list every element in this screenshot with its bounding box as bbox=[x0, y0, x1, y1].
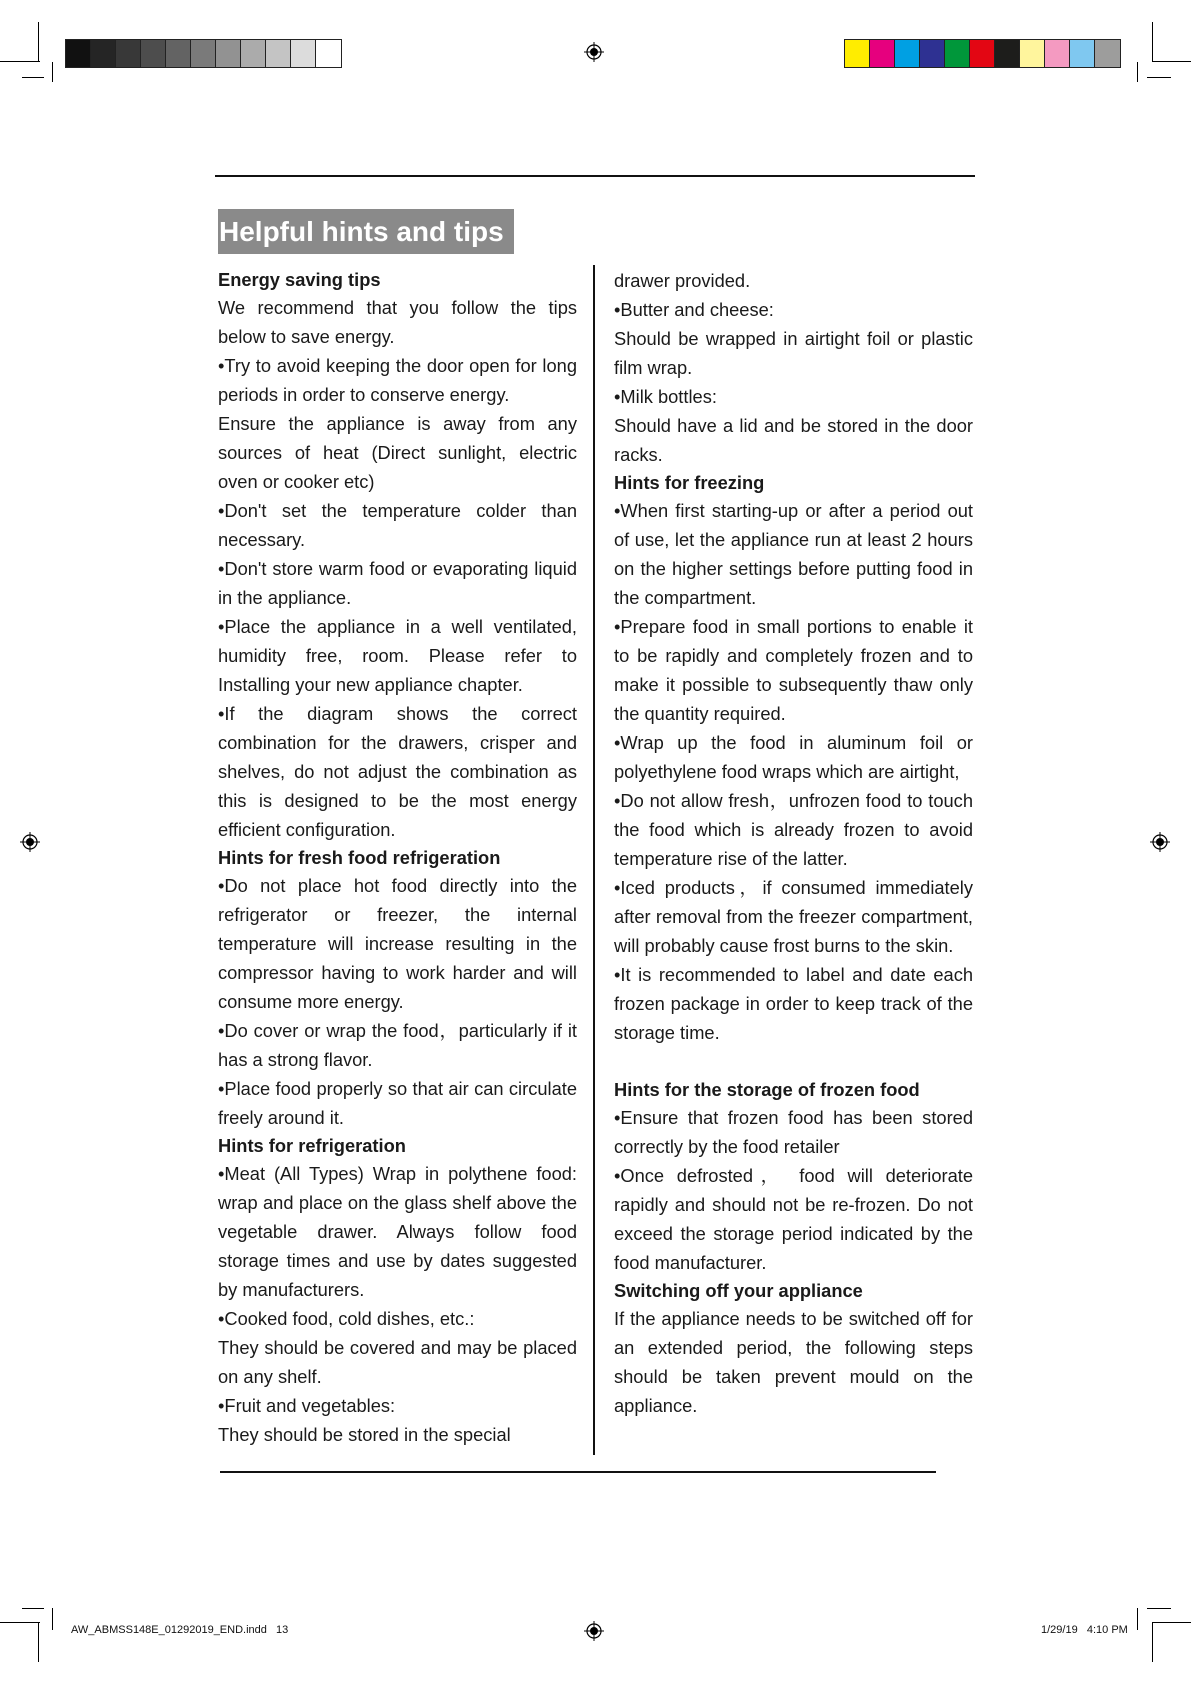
crop-mark bbox=[1152, 1622, 1191, 1623]
paragraph: •Cooked food, cold dishes, etc.: bbox=[218, 1308, 475, 1329]
paragraph: •Meat (All Types) Wrap in polythene food: wrap and place on the glass shelf above the vegetable drawer. Always follow food storage times and use by dates suggested by manufacturers. bbox=[218, 1163, 577, 1300]
paragraph: •Don't set the temperature colder than necessary. bbox=[218, 500, 577, 550]
crop-mark bbox=[38, 1622, 39, 1662]
color-swatch bbox=[141, 40, 166, 67]
color-swatch bbox=[1095, 40, 1120, 67]
color-swatch bbox=[845, 40, 870, 67]
paragraph: drawer provided. bbox=[614, 270, 751, 291]
crop-mark bbox=[38, 22, 39, 62]
registration-mark-icon bbox=[584, 1621, 604, 1641]
color-swatch bbox=[166, 40, 191, 67]
crop-mark bbox=[22, 1608, 44, 1609]
crop-mark bbox=[22, 77, 44, 78]
color-swatch bbox=[1070, 40, 1095, 67]
paragraph: •Do cover or wrap the food，particularly if it has a strong flavor. bbox=[218, 1020, 577, 1070]
footer-rule bbox=[220, 1471, 936, 1473]
paragraph: •Butter and cheese: bbox=[614, 299, 774, 320]
paragraph: We recommend that you follow the tips below to save energy. bbox=[218, 297, 577, 347]
paragraph: •Milk bottles: bbox=[614, 386, 717, 407]
paragraph: •If the diagram shows the correct combination for the drawers, crisper and shelves, do not adjust the combination as this is designed to be the most energy efficient configuration. bbox=[218, 703, 577, 840]
crop-mark bbox=[0, 61, 40, 62]
page-title: Helpful hints and tips bbox=[218, 209, 514, 254]
paragraph: They should be stored in the special bbox=[218, 1424, 511, 1445]
process-color-bar bbox=[844, 39, 1121, 68]
color-swatch bbox=[870, 40, 895, 67]
column-divider bbox=[593, 265, 595, 1455]
section-heading: Hints for fresh food refrigeration bbox=[218, 847, 501, 868]
crop-mark bbox=[52, 1608, 53, 1630]
color-swatch bbox=[895, 40, 920, 67]
paragraph: •Place food properly so that air can circulate freely around it. bbox=[218, 1078, 577, 1128]
paragraph: •Fruit and vegetables: bbox=[218, 1395, 396, 1416]
crop-mark bbox=[1152, 61, 1191, 62]
crop-mark bbox=[1147, 77, 1171, 78]
paragraph: Should be wrapped in airtight foil or plastic film wrap. bbox=[614, 328, 973, 378]
color-swatch bbox=[945, 40, 970, 67]
color-swatch bbox=[970, 40, 995, 67]
color-swatch bbox=[216, 40, 241, 67]
section-heading: Hints for the storage of frozen food bbox=[614, 1079, 920, 1100]
crop-mark bbox=[0, 1622, 40, 1623]
section-heading: Hints for refrigeration bbox=[218, 1135, 406, 1156]
color-swatch bbox=[1020, 40, 1045, 67]
crop-mark bbox=[1137, 62, 1138, 82]
color-swatch bbox=[191, 40, 216, 67]
paragraph: •Once defrosted， food will deteriorate rapidly and should not be re-frozen. Do not exceed the storage period indicated by the food manufacturer. bbox=[614, 1165, 973, 1273]
right-column bbox=[614, 266, 973, 1420]
crop-mark bbox=[1147, 1608, 1171, 1609]
crop-mark bbox=[1137, 1608, 1138, 1630]
crop-mark bbox=[1152, 22, 1153, 62]
paragraph: •Try to avoid keeping the door open for long periods in order to conserve energy. bbox=[218, 355, 577, 405]
crop-mark bbox=[1152, 1622, 1153, 1662]
paragraph: If the appliance needs to be switched off for an extended period, the following steps should be taken prevent mould on the appliance. bbox=[614, 1308, 973, 1416]
color-swatch bbox=[66, 40, 91, 67]
section-heading: Energy saving tips bbox=[218, 269, 381, 290]
color-swatch bbox=[241, 40, 266, 67]
color-swatch bbox=[266, 40, 291, 67]
paragraph: •It is recommended to label and date each frozen package in order to keep track of the storage time. bbox=[614, 964, 973, 1043]
paragraph: •Prepare food in small portions to enable it to be rapidly and completely frozen and to make it possible to subsequently thaw only the quantity required. bbox=[614, 616, 973, 724]
spacer bbox=[614, 1047, 973, 1076]
section-heading: Hints for freezing bbox=[614, 472, 765, 493]
section-heading: Switching off your appliance bbox=[614, 1280, 863, 1301]
paragraph: They should be covered and may be placed on any shelf. bbox=[218, 1337, 577, 1387]
slug-file-info: AW_ABMSS148E_01292019_END.indd 13 bbox=[71, 1624, 289, 1636]
paragraph: •When first starting-up or after a period out of use, let the appliance run at least 2 hours on the higher settings before putting food in the compartment. bbox=[614, 500, 973, 608]
slug-date-time: 1/29/19 4:10 PM bbox=[1041, 1624, 1128, 1636]
paragraph: Should have a lid and be stored in the door racks. bbox=[614, 415, 973, 465]
color-swatch bbox=[91, 40, 116, 67]
color-swatch bbox=[920, 40, 945, 67]
registration-mark-icon bbox=[584, 42, 604, 62]
color-swatch bbox=[995, 40, 1020, 67]
header-rule bbox=[215, 175, 975, 177]
color-swatch bbox=[1045, 40, 1070, 67]
paragraph: •Do not place hot food directly into the refrigerator or freezer, the internal temperature will increase resulting in the compressor having to work harder and will consume more energy. bbox=[218, 875, 577, 1012]
color-swatch bbox=[291, 40, 316, 67]
left-column bbox=[218, 266, 577, 1449]
paragraph: •Ensure that frozen food has been stored correctly by the food retailer bbox=[614, 1107, 973, 1157]
registration-mark-icon bbox=[20, 832, 40, 852]
paragraph: •Place the appliance in a well ventilated, humidity free, room. Please refer to Installing your new appliance chapter. bbox=[218, 616, 577, 695]
grayscale-color-bar bbox=[65, 39, 342, 68]
registration-mark-icon bbox=[1150, 832, 1170, 852]
color-swatch bbox=[316, 40, 341, 67]
paragraph: Ensure the appliance is away from any sources of heat (Direct sunlight, electric oven or cooker etc) bbox=[218, 413, 577, 492]
crop-mark bbox=[52, 62, 53, 82]
paragraph: •Wrap up the food in aluminum foil or polyethylene food wraps which are airtight, bbox=[614, 732, 973, 782]
color-swatch bbox=[116, 40, 141, 67]
paragraph: •Iced products，if consumed immediately after removal from the freezer compartment, will probably cause frost burns to the skin. bbox=[614, 877, 973, 956]
paragraph: •Do not allow fresh，unfrozen food to touch the food which is already frozen to avoid temperature rise of the latter. bbox=[614, 790, 973, 869]
paragraph: •Don't store warm food or evaporating liquid in the appliance. bbox=[218, 558, 577, 608]
